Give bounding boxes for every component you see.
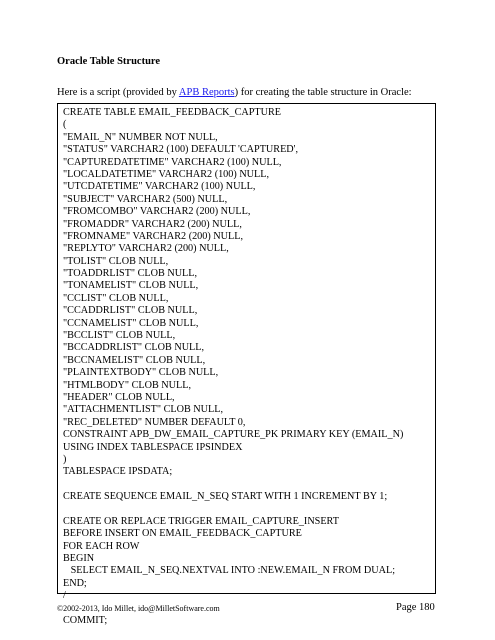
code-line: "TOLIST" CLOB NULL, — [63, 255, 169, 267]
section-heading: Oracle Table Structure — [57, 56, 161, 67]
code-line: TABLESPACE IPSDATA; — [63, 466, 173, 478]
code-line: "LOCALDATETIME" VARCHAR2 (100) NULL, — [63, 168, 270, 180]
apb-reports-link[interactable]: APB Reports — [178, 87, 235, 98]
code-line: CREATE OR REPLACE TRIGGER EMAIL_CAPTURE_INSERT — [63, 515, 339, 527]
code-line: "FROMADDR" VARCHAR2 (200) NULL, — [63, 218, 242, 230]
code-line: "CCADDRLIST" CLOB NULL, — [63, 305, 198, 317]
code-line: "CAPTUREDATETIME" VARCHAR2 (100) NULL, — [63, 156, 282, 168]
code-line: "STATUS" VARCHAR2 (100) DEFAULT 'CAPTURED', — [63, 144, 299, 156]
code-line: "HTMLBODY" CLOB NULL, — [63, 379, 192, 391]
code-line: "FROMNAME" VARCHAR2 (200) NULL, — [63, 230, 244, 242]
code-line: "BCCNAMELIST" CLOB NULL, — [63, 354, 206, 366]
code-line: "EMAIL_N" NUMBER NOT NULL, — [63, 131, 218, 143]
code-line: "REC_DELETED" NUMBER DEFAULT 0, — [63, 416, 246, 428]
code-line: ( — [63, 119, 67, 131]
code-line: "TOADDRLIST" CLOB NULL, — [63, 268, 198, 280]
code-line: / — [63, 590, 66, 602]
code-line: "TONAMELIST" CLOB NULL, — [63, 280, 199, 292]
code-line: "HEADER" CLOB NULL, — [63, 391, 175, 403]
code-line: "PLAINTEXTBODY" CLOB NULL, — [63, 367, 219, 379]
code-line: "CCLIST" CLOB NULL, — [63, 292, 169, 304]
code-line: "REPLYTO" VARCHAR2 (200) NULL, — [63, 243, 229, 255]
code-line: "BCCLIST" CLOB NULL, — [63, 330, 176, 342]
code-line: "BCCADDRLIST" CLOB NULL, — [63, 342, 205, 354]
code-line: FOR EACH ROW — [63, 540, 140, 552]
code-line: CREATE SEQUENCE EMAIL_N_SEQ START WITH 1 INCREMENT BY 1; — [63, 491, 388, 503]
code-line: BEGIN — [63, 553, 95, 565]
code-line: "UTCDATETIME" VARCHAR2 (100) NULL, — [63, 181, 256, 193]
code-line: "CCNAMELIST" CLOB NULL, — [63, 317, 199, 329]
code-line: COMMIT; — [63, 615, 108, 627]
intro-paragraph — [57, 86, 412, 100]
code-line: USING INDEX TABLESPACE IPSINDEX — [63, 441, 243, 453]
code-line: SELECT EMAIL_N_SEQ.NEXTVAL INTO :NEW.EMAIL_N FROM DUAL; — [63, 565, 396, 577]
code-line — [63, 504, 435, 516]
code-line: END; — [63, 577, 87, 589]
intro-text-before: Here is a script (provided by — [57, 87, 179, 98]
code-line: CONSTRAINT APB_DW_EMAIL_CAPTURE_PK PRIMARY KEY (EMAIL_N) — [63, 429, 404, 441]
footer-copyright: ©2002-2013, Ido Millet, ido@MilletSoftware.com — [57, 604, 220, 613]
code-line: "ATTACHMENTLIST" CLOB NULL, — [63, 404, 224, 416]
code-line: CREATE TABLE EMAIL_FEEDBACK_CAPTURE — [63, 107, 282, 118]
code-line — [63, 479, 435, 491]
code-line: BEFORE INSERT ON EMAIL_FEEDBACK_CAPTURE — [63, 528, 302, 540]
code-line: ) — [63, 453, 67, 465]
page-number: Page 180 — [396, 602, 435, 613]
intro-text-after: ) for creating the table structure in Oracle: — [234, 87, 412, 98]
code-line: "FROMCOMBO" VARCHAR2 (200) NULL, — [63, 206, 251, 218]
code-line: "SUBJECT" VARCHAR2 (500) NULL, — [63, 193, 228, 205]
